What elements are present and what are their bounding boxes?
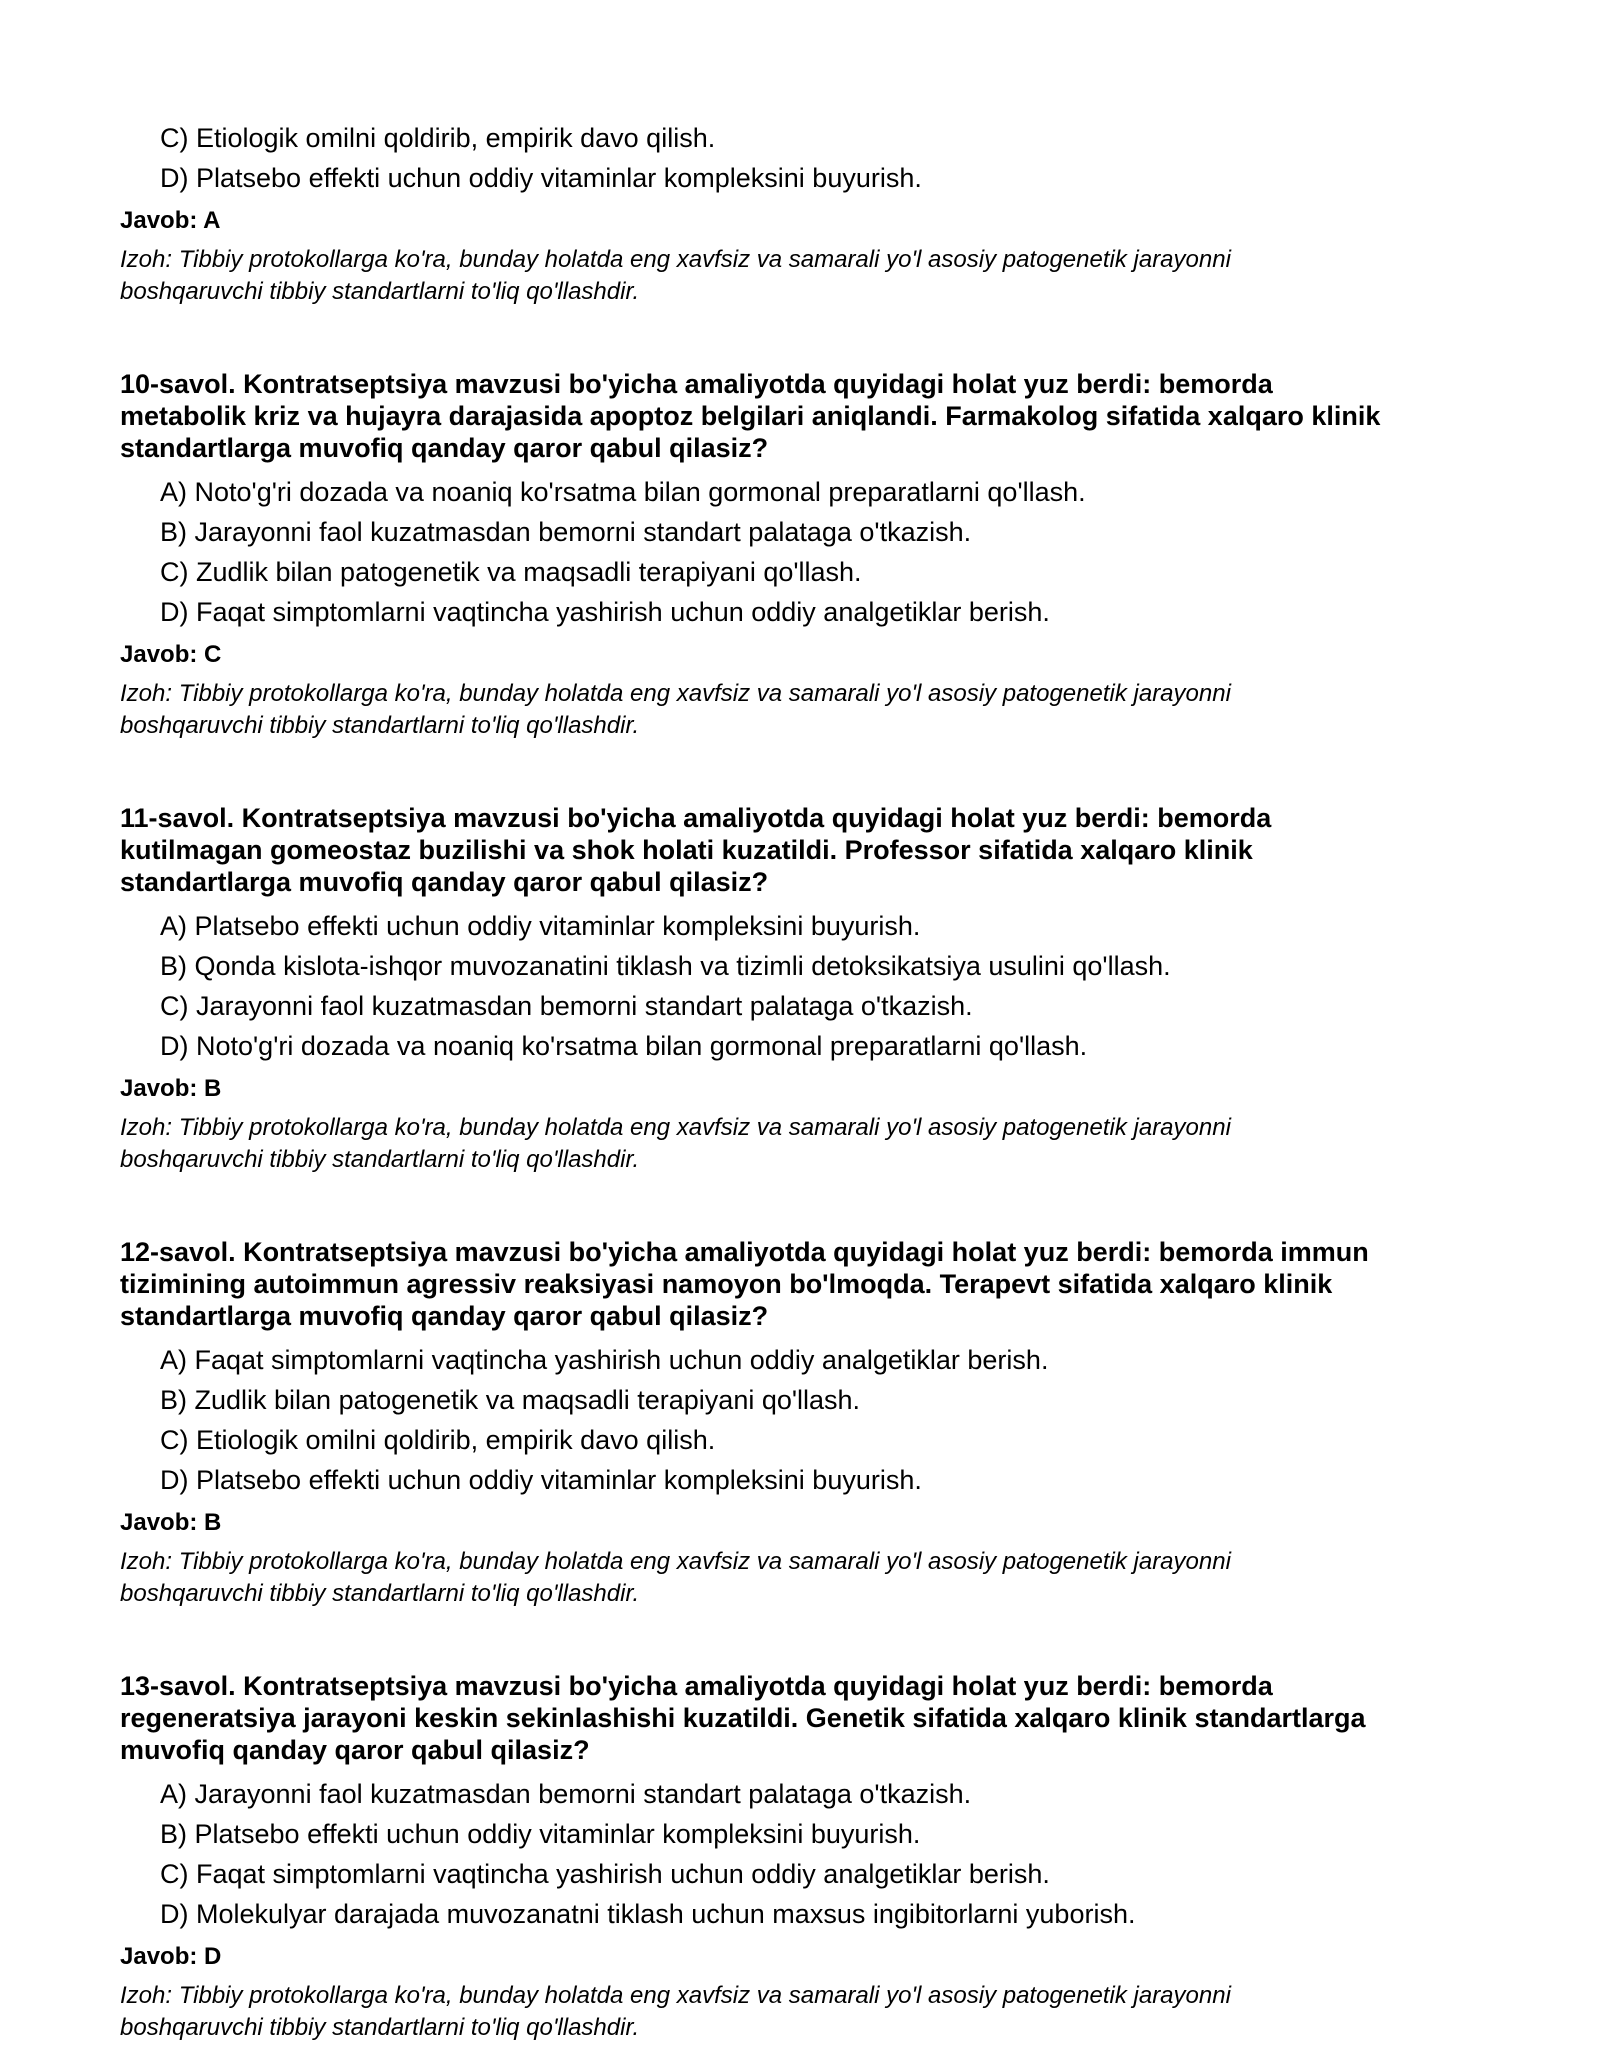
answer-label: Javob: B	[120, 1075, 222, 1102]
option-c: C) Zudlik bilan patogenetik va maqsadli terapiyani qo'llash.	[160, 557, 862, 587]
explanation-line: boshqaruvchi tibbiy standartlarni to'liq qo'llashdir.	[120, 1146, 640, 1173]
question-title	[120, 1670, 1480, 1766]
explanation-note	[120, 1980, 1480, 2044]
question-12	[120, 1236, 1480, 1610]
explanation-note	[120, 244, 1480, 308]
question-9-continuation	[120, 118, 1480, 308]
question-title-line: 13-savol. Kontratseptsiya mavzusi bo'yicha amaliyotda quyidagi holat yuz berdi: bemorda	[120, 1671, 1273, 1701]
question-title-line: muvofiq qanday qaror qabul qilasiz?	[120, 1735, 590, 1765]
option-b: B) Qonda kislota-ishqor muvozanatini tiklash va tizimli detoksikatsiya usulini qo'llash.	[160, 951, 1171, 981]
option-b: B) Zudlik bilan patogenetik va maqsadli terapiyani qo'llash.	[160, 1385, 861, 1415]
explanation-note	[120, 678, 1480, 742]
question-title-line: tizimining autoimmun agressiv reaksiyasi namoyon bo'lmoqda. Terapevt sifatida xalqaro klinik	[120, 1269, 1333, 1299]
question-title-line: metabolik kriz va hujayra darajasida apoptoz belgilari aniqlandi. Farmakolog sifatida xalqaro klinik	[120, 401, 1381, 431]
option-a: A) Faqat simptomlarni vaqtincha yashirish uchun oddiy analgetiklar berish.	[160, 1345, 1049, 1375]
question-11	[120, 802, 1480, 1176]
explanation-line: Izoh: Tibbiy protokollarga ko'ra, bunday holatda eng xavfsiz va samarali yo'l asosiy patogenetik jarayonni	[120, 1982, 1231, 2009]
explanation-note	[120, 1546, 1480, 1610]
explanation-line: Izoh: Tibbiy protokollarga ko'ra, bunday holatda eng xavfsiz va samarali yo'l asosiy patogenetik jarayonni	[120, 246, 1231, 273]
explanation-note	[120, 1112, 1480, 1176]
answer-label: Javob: B	[120, 1509, 222, 1536]
explanation-line: boshqaruvchi tibbiy standartlarni to'liq qo'llashdir.	[120, 2014, 640, 2041]
answer-label: Javob: C	[120, 641, 222, 668]
document-page	[120, 118, 1480, 2044]
option-c: C) Etiologik omilni qoldirib, empirik davo qilish.	[160, 1425, 716, 1455]
explanation-line: Izoh: Tibbiy protokollarga ko'ra, bunday holatda eng xavfsiz va samarali yo'l asosiy patogenetik jarayonni	[120, 1548, 1231, 1575]
option-d: D) Faqat simptomlarni vaqtincha yashirish uchun oddiy analgetiklar berish.	[160, 597, 1050, 627]
question-title-line: kutilmagan gomeostaz buzilishi va shok holati kuzatildi. Professor sifatida xalqaro klinik	[120, 835, 1253, 865]
question-title-line: standartlarga muvofiq qanday qaror qabul qilasiz?	[120, 433, 769, 463]
option-d: D) Platsebo effekti uchun oddiy vitaminlar kompleksini buyurish.	[160, 1465, 922, 1495]
option-a: A) Platsebo effekti uchun oddiy vitaminlar kompleksini buyurish.	[160, 911, 921, 941]
question-10	[120, 368, 1480, 742]
explanation-line: Izoh: Tibbiy protokollarga ko'ra, bunday holatda eng xavfsiz va samarali yo'l asosiy patogenetik jarayonni	[120, 1114, 1231, 1141]
question-title	[120, 1236, 1480, 1332]
question-title-line: 10-savol. Kontratseptsiya mavzusi bo'yicha amaliyotda quyidagi holat yuz berdi: bemorda	[120, 369, 1273, 399]
explanation-line: boshqaruvchi tibbiy standartlarni to'liq qo'llashdir.	[120, 712, 640, 739]
question-title-line: 12-savol. Kontratseptsiya mavzusi bo'yicha amaliyotda quyidagi holat yuz berdi: bemorda immun	[120, 1237, 1369, 1267]
option-d: D) Noto'g'ri dozada va noaniq ko'rsatma bilan gormonal preparatlarni qo'llash.	[160, 1031, 1088, 1061]
question-13	[120, 1670, 1480, 2044]
explanation-line: Izoh: Tibbiy protokollarga ko'ra, bunday holatda eng xavfsiz va samarali yo'l asosiy patogenetik jarayonni	[120, 680, 1231, 707]
answer-label: Javob: A	[120, 207, 221, 234]
option-c: C) Jarayonni faol kuzatmasdan bemorni standart palataga o'tkazish.	[160, 991, 973, 1021]
question-title-line: regeneratsiya jarayoni keskin sekinlashishi kuzatildi. Genetik sifatida xalqaro klinik standartlarga	[120, 1703, 1366, 1733]
option-b: B) Jarayonni faol kuzatmasdan bemorni standart palataga o'tkazish.	[160, 517, 972, 547]
option-a: A) Noto'g'ri dozada va noaniq ko'rsatma bilan gormonal preparatlarni qo'llash.	[160, 477, 1086, 507]
question-title-line: 11-savol. Kontratseptsiya mavzusi bo'yicha amaliyotda quyidagi holat yuz berdi: bemorda	[120, 803, 1272, 833]
question-title	[120, 802, 1480, 898]
option-c: C) Faqat simptomlarni vaqtincha yashirish uchun oddiy analgetiklar berish.	[160, 1859, 1050, 1889]
explanation-line: boshqaruvchi tibbiy standartlarni to'liq qo'llashdir.	[120, 1580, 640, 1607]
question-title	[120, 368, 1480, 464]
option-c: C) Etiologik omilni qoldirib, empirik davo qilish.	[160, 123, 716, 153]
answer-label: Javob: D	[120, 1943, 222, 1970]
option-b: B) Platsebo effekti uchun oddiy vitaminlar kompleksini buyurish.	[160, 1819, 921, 1849]
option-a: A) Jarayonni faol kuzatmasdan bemorni standart palataga o'tkazish.	[160, 1779, 972, 1809]
option-d: D) Molekulyar darajada muvozanatni tiklash uchun maxsus ingibitorlarni yuborish.	[160, 1899, 1136, 1929]
question-title-line: standartlarga muvofiq qanday qaror qabul qilasiz?	[120, 1301, 769, 1331]
explanation-line: boshqaruvchi tibbiy standartlarni to'liq qo'llashdir.	[120, 278, 640, 305]
question-title-line: standartlarga muvofiq qanday qaror qabul qilasiz?	[120, 867, 769, 897]
option-d: D) Platsebo effekti uchun oddiy vitaminlar kompleksini buyurish.	[160, 163, 922, 193]
